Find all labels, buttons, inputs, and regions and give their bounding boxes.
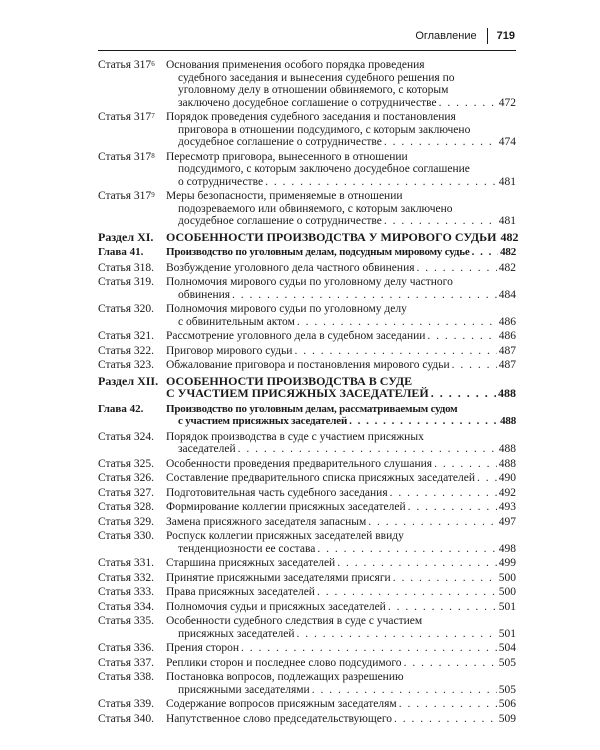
toc-entry-number: Глава 42. <box>98 402 144 415</box>
toc-entry-label <box>98 151 166 189</box>
dot-leader <box>232 289 497 302</box>
header-separator <box>487 28 488 44</box>
toc-entry-title: Составление предварительного списка присяжных заседателей <box>166 472 476 484</box>
toc-entry-page: 492 <box>498 486 516 499</box>
toc-entry-final-line <box>166 543 516 556</box>
toc-entry-article <box>98 151 516 189</box>
toc-entry-final-line <box>166 359 516 372</box>
toc-entry-final-line <box>166 572 516 585</box>
toc-entry-number: Статья 336. <box>98 642 155 654</box>
toc-entry-razdel <box>98 229 519 244</box>
toc-entry-label <box>98 330 166 343</box>
toc-entry-page: 488 <box>498 386 516 400</box>
toc-entry-label <box>98 615 166 640</box>
dot-leader <box>317 586 497 599</box>
toc-entry-article <box>98 276 516 301</box>
toc-entry-page: 501 <box>498 627 516 640</box>
dot-leader <box>297 628 497 641</box>
toc-entry-superscript: 6 <box>151 60 155 68</box>
toc-entry-final-line <box>166 487 516 500</box>
toc-entry-label <box>98 487 166 500</box>
toc-entry-page: 504 <box>498 642 516 654</box>
toc-entry-page: 501 <box>498 600 516 613</box>
toc-entry-body <box>166 151 516 189</box>
toc-entry-final-line <box>166 516 516 529</box>
toc-entry-final-line <box>166 642 516 655</box>
toc-entry-title-line: Полномочия мирового судьи по уголовному делу частного <box>166 276 453 288</box>
dot-leader <box>337 557 497 570</box>
toc-entry-title: Принятие присяжными заседателями присяги <box>166 571 391 584</box>
toc-entry-page: 500 <box>498 571 516 584</box>
toc-entry-page: 481 <box>498 175 516 188</box>
toc-entry-article <box>98 262 516 275</box>
table-of-contents <box>98 59 519 727</box>
toc-entry-label <box>98 359 166 372</box>
toc-entry-title: Напутственное слово председательствующего <box>166 712 392 725</box>
toc-entry-label <box>98 190 166 228</box>
toc-entry-page: 487 <box>498 359 516 371</box>
dot-leader <box>394 713 497 726</box>
toc-entry-final-line <box>166 557 516 570</box>
toc-entry-article <box>98 345 516 358</box>
toc-entry-body <box>166 431 516 456</box>
toc-entry-number: Статья 334. <box>98 600 155 613</box>
toc-entry-title: Формирование коллегии присяжных заседателей <box>166 501 406 513</box>
running-header <box>415 26 515 46</box>
toc-entry-title: тенденциозности ее состава <box>178 542 316 555</box>
toc-entry-article <box>98 642 516 655</box>
dot-leader <box>434 458 497 471</box>
dot-leader <box>368 516 496 529</box>
toc-entry-body <box>166 671 516 696</box>
toc-entry-final-line <box>166 443 516 456</box>
toc-entry-label <box>98 262 166 275</box>
toc-entry-article <box>98 487 516 500</box>
toc-entry-body <box>166 615 516 640</box>
toc-entry-number: Статья 317 <box>98 111 152 123</box>
running-header-title: Оглавление <box>415 30 477 42</box>
dot-leader <box>393 572 497 585</box>
toc-entry-page: 497 <box>498 515 516 528</box>
toc-entry-label <box>98 246 166 259</box>
toc-entry-page: 509 <box>498 712 516 725</box>
dot-leader <box>399 698 497 711</box>
toc-entry-article <box>98 698 516 711</box>
dot-leader <box>384 136 497 149</box>
toc-entry-label <box>98 530 166 555</box>
dot-leader <box>404 657 497 670</box>
toc-entry-page: 482 <box>500 229 519 244</box>
toc-entry-page: 498 <box>498 542 516 555</box>
toc-entry-article <box>98 501 516 514</box>
toc-entry-body <box>166 111 516 149</box>
toc-entry-body <box>166 601 516 614</box>
toc-entry-title: Старшина присяжных заседателей <box>166 557 336 569</box>
toc-entry-body <box>166 359 516 372</box>
toc-entry-label <box>98 276 166 301</box>
toc-entry-page: 486 <box>498 315 516 328</box>
toc-entry-title-line: Основания применения особого порядка проведения <box>166 59 425 71</box>
dot-leader <box>297 316 497 329</box>
toc-entry-title-line: Порядок проведения судебного заседания и постановления <box>166 111 456 123</box>
toc-entry-final-line <box>166 657 516 670</box>
toc-entry-title-line: Особенности судебного следствия в суде с участием <box>166 615 423 627</box>
toc-entry-page: 488 <box>500 415 516 427</box>
toc-entry-title: Прения сторон <box>166 642 240 654</box>
toc-entry-page: 482 <box>498 261 516 274</box>
toc-entry-number: Статья 317 <box>98 59 152 71</box>
toc-entry-title: Полномочия судьи и присяжных заседателей <box>166 600 386 613</box>
toc-entry-title: Подготовительная часть судебного заседания <box>166 486 388 499</box>
toc-entry-label <box>98 642 166 655</box>
toc-entry-label <box>98 557 166 570</box>
dot-leader <box>452 359 497 372</box>
toc-entry-final-line <box>166 316 516 329</box>
toc-entry-title: присяжных заседателей <box>178 627 295 640</box>
toc-entry-page: 500 <box>498 586 516 598</box>
toc-entry-article <box>98 190 516 228</box>
toc-entry-number: Статья 327. <box>98 486 155 499</box>
toc-entry-number: Статья 326. <box>98 472 155 484</box>
toc-entry-body <box>166 516 516 529</box>
toc-entry-body <box>166 713 516 726</box>
toc-entry-final-line <box>166 229 519 244</box>
toc-entry-body <box>166 262 516 275</box>
dot-leader <box>477 472 497 485</box>
toc-entry-title-line: приговора в отношении подсудимого, с которым заключено <box>178 123 471 136</box>
dot-leader <box>431 387 496 400</box>
toc-entry-article <box>98 530 516 555</box>
toc-entry-title-line: Меры безопасности, применяемые в отношении <box>166 190 403 202</box>
toc-entry-article <box>98 458 516 471</box>
toc-entry-page: 484 <box>498 288 516 301</box>
dot-leader <box>294 345 496 358</box>
toc-entry-body <box>166 276 516 301</box>
toc-entry-number: Статья 317 <box>98 190 152 202</box>
toc-entry-title-line: подозреваемого или обвиняемого, с которым заключено <box>178 202 453 215</box>
toc-entry-razdel <box>98 375 516 400</box>
toc-entry-title: с участием присяжных заседателей <box>178 415 348 427</box>
toc-entry-title: Замена присяжного заседателя запасным <box>166 515 367 528</box>
toc-entry-title-line: Порядок производства в суде с участием присяжных <box>166 430 424 443</box>
toc-entry-title: Обжалование приговора и постановления мирового судьи <box>166 359 450 371</box>
toc-entry-label <box>98 586 166 599</box>
toc-entry-title-line: Производство по уголовным делам, рассматриваемым судом <box>166 402 458 415</box>
toc-entry-article <box>98 303 516 328</box>
toc-entry-title: Содержание вопросов присяжным заседателям <box>166 698 397 710</box>
toc-entry-final-line <box>166 289 516 302</box>
toc-entry-body <box>166 572 516 585</box>
toc-entry-body <box>166 586 516 599</box>
toc-entry-title-line: Пересмотр приговора, вынесенного в отношении <box>166 150 408 163</box>
dot-leader <box>317 543 496 556</box>
dot-leader <box>241 642 497 655</box>
toc-entry-label <box>98 59 166 109</box>
toc-entry-title: досудебное соглашение о сотрудничестве <box>178 136 382 148</box>
toc-entry-article <box>98 671 516 696</box>
dot-leader <box>417 262 497 275</box>
toc-entry-title: Производство по уголовным делам, подсудным мировому судье <box>166 246 470 258</box>
toc-entry-page: 506 <box>498 698 516 710</box>
toc-entry-page: 487 <box>498 344 516 357</box>
toc-entry-title: с обвинительным актом <box>178 315 295 328</box>
toc-entry-final-line <box>166 97 516 110</box>
toc-entry-label <box>98 698 166 711</box>
toc-entry-number: Статья 339. <box>98 698 155 710</box>
toc-entry-body <box>166 698 516 711</box>
toc-entry-title: Особенности проведения предварительного слушания <box>166 457 433 470</box>
toc-entry-final-line <box>166 684 516 697</box>
toc-entry-article <box>98 111 516 149</box>
toc-entry-body <box>166 229 519 244</box>
toc-entry-body <box>166 642 516 655</box>
toc-entry-title: заключено досудебное соглашение о сотрудничестве <box>178 96 437 109</box>
toc-entry-label <box>98 111 166 149</box>
toc-entry-title-line: уголовному делу в отношении обвиняемого, с которым <box>178 84 449 96</box>
toc-entry-final-line <box>166 136 516 149</box>
toc-entry-label <box>98 231 166 244</box>
toc-entry-page: 488 <box>498 457 516 470</box>
toc-entry-final-line <box>166 586 516 599</box>
toc-entry-number: Статья 333. <box>98 586 155 598</box>
dot-leader <box>408 501 497 514</box>
toc-entry-label <box>98 403 166 428</box>
toc-entry-number: Статья 335. <box>98 615 155 627</box>
toc-entry-title: Приговор мирового судьи <box>166 344 293 357</box>
toc-entry-title-line: Полномочия мирового судьи по уголовному делу <box>166 303 407 315</box>
toc-entry-article <box>98 516 516 529</box>
toc-entry-final-line <box>166 262 516 275</box>
toc-entry-number: Раздел XI. <box>98 229 154 244</box>
toc-entry-article <box>98 713 516 726</box>
toc-entry-number: Статья 340. <box>98 712 155 725</box>
toc-entry-title: Рассмотрение уголовного дела в судебном заседании <box>166 330 426 342</box>
toc-entry-page: 482 <box>500 246 516 258</box>
toc-entry-page: 505 <box>498 656 516 669</box>
toc-entry-article <box>98 431 516 456</box>
toc-entry-title: С УЧАСТИЕМ ПРИСЯЖНЫХ ЗАСЕДАТЕЛЕЙ <box>166 386 429 400</box>
toc-entry-title: присяжными заседателями <box>178 683 310 696</box>
toc-entry-final-line <box>166 601 516 614</box>
toc-entry-body <box>166 657 516 670</box>
toc-entry-number: Статья 321. <box>98 330 155 342</box>
toc-entry-title-line: Постановка вопросов, подлежащих разрешению <box>166 671 404 683</box>
toc-entry-page: 493 <box>498 501 516 513</box>
toc-entry-article <box>98 557 516 570</box>
toc-entry-number: Статья 318. <box>98 261 155 274</box>
toc-entry-article <box>98 586 516 599</box>
toc-entry-label <box>98 657 166 670</box>
dot-leader <box>265 176 497 189</box>
toc-entry-label <box>98 713 166 726</box>
toc-entry-article <box>98 59 516 109</box>
toc-entry-page: 490 <box>498 472 516 484</box>
toc-entry-title: Права присяжных заседателей <box>166 586 315 598</box>
toc-entry-article <box>98 615 516 640</box>
toc-entry-label <box>98 671 166 696</box>
toc-entry-title: обвинения <box>178 288 231 301</box>
toc-entry-final-line <box>166 415 516 428</box>
toc-entry-body <box>166 246 516 259</box>
toc-entry-label <box>98 345 166 358</box>
toc-entry-article <box>98 572 516 585</box>
toc-entry-final-line <box>166 628 516 641</box>
toc-entry-label <box>98 516 166 529</box>
dot-leader <box>388 601 497 614</box>
toc-entry-page: 488 <box>498 443 516 455</box>
toc-entry-title: ОСОБЕННОСТИ ПРОИЗВОДСТВА У МИРОВОГО СУДЬИ <box>166 229 497 244</box>
toc-entry-body <box>166 530 516 555</box>
toc-entry-final-line <box>166 330 516 343</box>
toc-entry-number: Статья 325. <box>98 457 155 470</box>
dot-leader <box>238 443 497 456</box>
toc-entry-final-line <box>166 387 516 400</box>
toc-entry-body <box>166 190 516 228</box>
toc-entry-number: Статья 322. <box>98 344 155 357</box>
toc-entry-title: о сотрудничестве <box>178 175 264 188</box>
toc-entry-final-line <box>166 713 516 726</box>
toc-entry-final-line <box>166 176 516 189</box>
toc-entry-title: заседателей <box>178 443 236 455</box>
toc-entry-body <box>166 487 516 500</box>
toc-entry-number: Статья 319. <box>98 276 155 288</box>
toc-entry-body <box>166 345 516 358</box>
toc-entry-label <box>98 472 166 485</box>
toc-entry-article <box>98 472 516 485</box>
toc-entry-final-line <box>166 345 516 358</box>
toc-entry-number: Статья 329. <box>98 515 155 528</box>
toc-entry-number: Статья 328. <box>98 501 155 513</box>
toc-entry-number: Статья 324. <box>98 430 155 443</box>
toc-entry-number: Статья 320. <box>98 303 155 315</box>
toc-entry-label <box>98 601 166 614</box>
toc-entry-body <box>166 59 516 109</box>
toc-entry-title-line: Роспуск коллегии присяжных заседателей ввиду <box>166 530 404 542</box>
toc-entry-glava <box>98 403 516 428</box>
toc-entry-article <box>98 657 516 670</box>
toc-entry-title: досудебное соглашение о сотрудничестве <box>178 215 382 227</box>
toc-entry-number: Статья 323. <box>98 359 155 371</box>
toc-entry-page: 505 <box>498 683 516 696</box>
toc-entry-body <box>166 557 516 570</box>
toc-entry-label <box>98 458 166 471</box>
page-number: 719 <box>496 30 515 42</box>
toc-entry-page: 472 <box>498 96 516 109</box>
toc-entry-page: 499 <box>498 557 516 569</box>
toc-entry-number: Статья 332. <box>98 571 155 584</box>
dot-leader <box>472 246 499 259</box>
toc-entry-number: Статья 317 <box>98 150 152 163</box>
toc-entry-body <box>166 303 516 328</box>
toc-entry-superscript: 7 <box>151 112 155 120</box>
toc-entry-final-line <box>166 698 516 711</box>
dot-leader <box>390 487 497 500</box>
toc-entry-body <box>166 403 516 428</box>
dot-leader <box>439 97 497 110</box>
toc-entry-label <box>98 501 166 514</box>
toc-entry-page: 474 <box>498 136 516 148</box>
toc-entry-number: Статья 338. <box>98 671 155 683</box>
toc-entry-label <box>98 572 166 585</box>
toc-entry-final-line <box>166 246 516 259</box>
toc-entry-body <box>166 330 516 343</box>
toc-entry-number: Статья 337. <box>98 656 155 669</box>
toc-entry-body <box>166 472 516 485</box>
toc-entry-label <box>98 431 166 456</box>
header-rule <box>98 50 516 51</box>
toc-entry-final-line <box>166 472 516 485</box>
toc-entry-article <box>98 330 516 343</box>
toc-entry-glava <box>98 246 516 259</box>
toc-entry-number: Раздел XII. <box>98 373 159 388</box>
toc-entry-page: 481 <box>498 215 516 227</box>
toc-entry-title: Реплики сторон и последнее слово подсудимого <box>166 656 402 669</box>
toc-entry-number: Статья 331. <box>98 557 155 569</box>
toc-entry-body <box>166 458 516 471</box>
toc-entry-superscript: 9 <box>151 191 155 199</box>
dot-leader <box>349 415 498 428</box>
toc-entry-body <box>166 501 516 514</box>
toc-entry-title-line: ОСОБЕННОСТИ ПРОИЗВОДСТВА В СУДЕ <box>166 373 413 388</box>
toc-entry-final-line <box>166 501 516 514</box>
toc-entry-label <box>98 375 166 400</box>
toc-entry-page: 486 <box>498 330 516 342</box>
dot-leader <box>384 215 497 228</box>
toc-entry-superscript: 8 <box>151 151 155 160</box>
toc-entry-body <box>166 375 516 400</box>
toc-entry-title: Возбуждение уголовного дела частного обвинения <box>166 261 415 274</box>
dot-leader <box>312 684 497 697</box>
toc-entry-label <box>98 303 166 328</box>
toc-entry-title-line: подсудимого, с которым заключено досудебное соглашение <box>178 163 470 175</box>
toc-entry-final-line <box>166 458 516 471</box>
toc-entry-number: Глава 41. <box>98 246 144 258</box>
dot-leader <box>427 330 496 343</box>
toc-entry-article <box>98 601 516 614</box>
toc-entry-title-line: судебного заседания и вынесения судебного решения по <box>178 71 455 84</box>
toc-entry-number: Статья 330. <box>98 530 155 542</box>
toc-entry-final-line <box>166 215 516 228</box>
toc-entry-article <box>98 359 516 372</box>
